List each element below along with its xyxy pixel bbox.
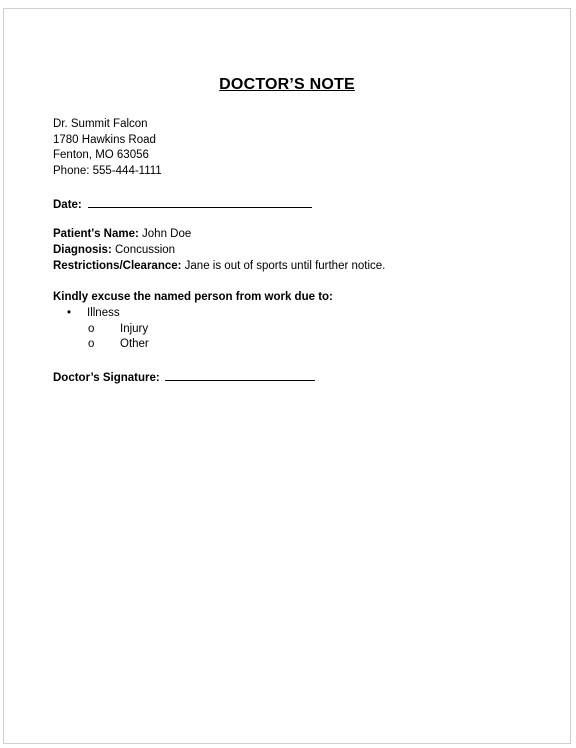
restrictions-row xyxy=(53,259,385,274)
signature-label: Doctor’s Signature: xyxy=(53,372,160,384)
date-blank-line[interactable] xyxy=(88,196,312,208)
doctor-address-line1: 1780 Hawkins Road xyxy=(53,134,156,146)
patient-name-row xyxy=(53,227,191,242)
list-item-injury: Injury xyxy=(120,323,149,335)
excuse-heading: Kindly excuse the named person from work due to: xyxy=(53,291,333,303)
patient-name-label: Patient's Name: xyxy=(53,228,139,240)
page-title: DOCTOR’S NOTE xyxy=(219,76,355,93)
date-row xyxy=(53,196,312,213)
signature-blank-line[interactable] xyxy=(165,369,315,381)
patient-name-value: John Doe xyxy=(138,228,192,240)
restrictions-value: Jane is out of sports until further notice. xyxy=(181,260,386,272)
doctor-name: Dr. Summit Falcon xyxy=(53,118,148,130)
doctor-address-line2: Fenton, MO 63056 xyxy=(53,149,149,161)
sub-bullet-marker: o xyxy=(88,323,95,335)
sub-bullet-marker: o xyxy=(88,338,95,350)
bullet-marker: • xyxy=(67,307,72,319)
diagnosis-value: Concussion xyxy=(111,244,176,256)
signature-row xyxy=(53,369,315,386)
doctor-phone: Phone: 555-444-1111 xyxy=(53,165,162,177)
list-item-illness: Illness xyxy=(87,307,120,319)
diagnosis-label: Diagnosis: xyxy=(53,244,112,256)
restrictions-label: Restrictions/Clearance: xyxy=(53,260,182,272)
document-page xyxy=(3,8,571,744)
list-item-other: Other xyxy=(120,338,149,350)
date-label: Date: xyxy=(53,199,82,211)
diagnosis-row xyxy=(53,243,175,258)
